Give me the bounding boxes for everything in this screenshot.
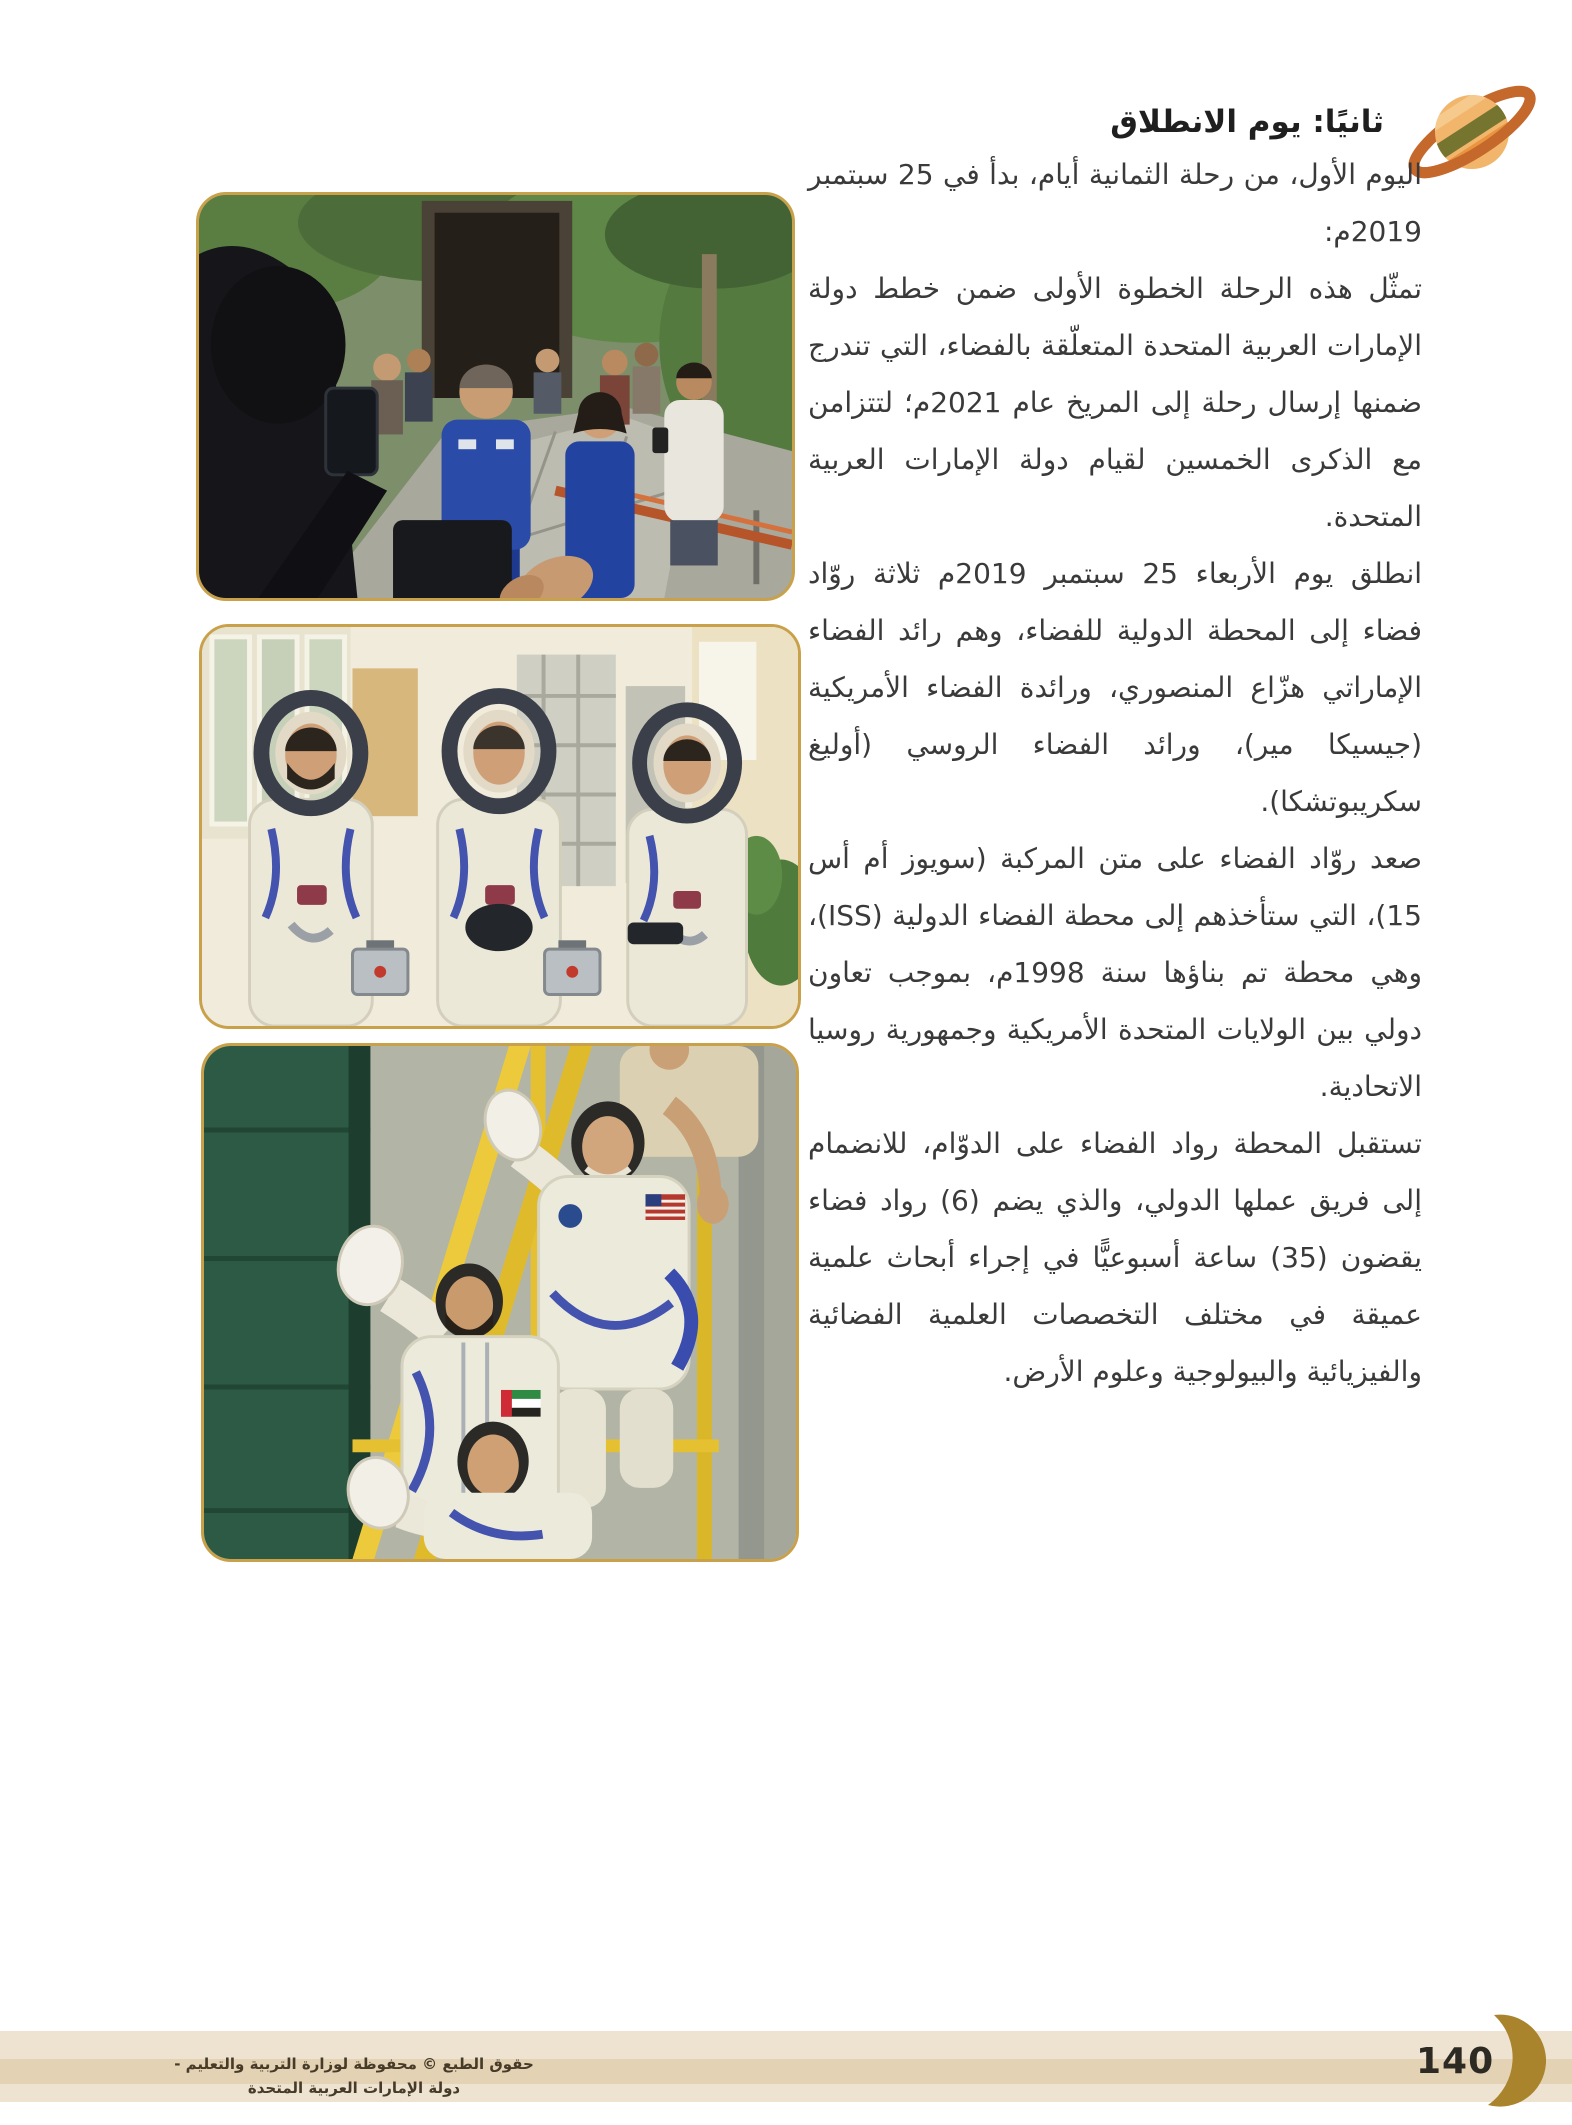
paragraph-station: تستقبل المحطة رواد الفضاء على الدوّام، للانضمام إلى فريق عملها الدولي، والذي يضم (6) رواد فضاء يقضون (35) ساعة أسبوعيًّا في إجراء أبحاث علمية عميقة في مختلف التخصصات العلمية الفضائية والفيزيائية والبيولوجية وعلوم الأرض. — [808, 1127, 1423, 1388]
handheld-device — [628, 923, 683, 945]
paragraph-intro: اليوم الأول، من رحلة الثمانية أيام، بدأ في 25 سبتمبر 2019م: — [808, 158, 1422, 248]
article-body — [808, 146, 1422, 1400]
astronaut-right — [628, 710, 747, 1026]
copyright-notice: حقوق الطبع © محفوظة لوزارة التربية والتعليم - دولة الإمارات العربية المتحدة — [174, 2055, 534, 2097]
crew-boarding-photo — [201, 1043, 799, 1562]
crew-boarding-illustration — [204, 1046, 796, 1559]
carry-case — [352, 940, 407, 994]
crew-walkout-illustration — [199, 195, 792, 598]
crew-spacesuits-illustration — [202, 627, 798, 1026]
section-title: ثانيًا: يوم الانطلاق — [1110, 104, 1384, 140]
paragraph-soyuz: صعد روّاد الفضاء على متن المركبة (سويوز أم أس 15)، التي ستأخذهم إلى محطة الفضاء الدولية (ISS)، وهي محطة تم بناؤها سنة 1998م، بموجب تعاون دولي بين الولايات المتحدة الأمريكية وجمهورية روسيا الاتحادية. — [808, 842, 1422, 1103]
us-flag-patch — [646, 1194, 686, 1220]
crew-walkout-photo — [196, 192, 795, 601]
crew-spacesuits-photo — [199, 624, 801, 1029]
crescent-icon — [1452, 2012, 1546, 2108]
page-number: 140 — [1416, 2041, 1495, 2082]
uae-flag-patch — [501, 1390, 541, 1417]
paragraph-launch: انطلق يوم الأربعاء 25 سبتمبر 2019م ثلاثة روّاد فضاء إلى المحطة الدولية للفضاء، وهم رائد الفضاء الإماراتي هزّاع المنصوري، ورائدة الفضاء الأمريكية (جيسيكا مير)، ورائد الفضاء الروسي (أوليغ سكريبوتشكا). — [808, 557, 1423, 818]
paragraph-first-step: تمثّل هذه الرحلة الخطوة الأولى ضمن خطط دولة الإمارات العربية المتحدة المتعلّقة بالفضاء، التي تندرج ضمنها إرسال رحلة إلى المريخ عام 2021م؛ لتتزامن مع الذكرى الخمسين لقيام دولة الإمارات العربية المتحدة. — [808, 272, 1423, 533]
carry-case — [545, 940, 600, 994]
